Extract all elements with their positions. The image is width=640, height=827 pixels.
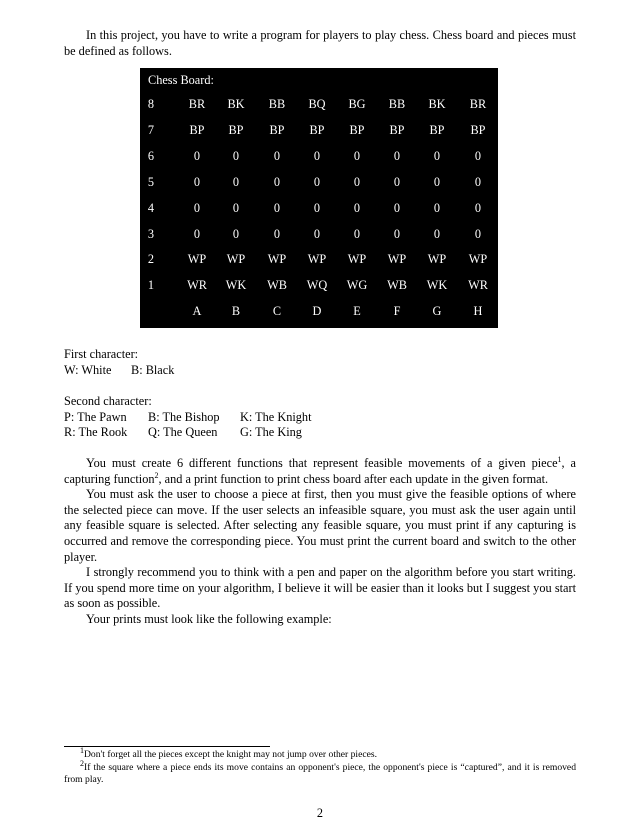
board-square: WP xyxy=(307,252,327,267)
board-square: WP xyxy=(267,252,287,267)
board-title: Chess Board: xyxy=(148,73,214,87)
footnote-rule xyxy=(64,746,270,747)
board-square: 0 xyxy=(232,174,240,189)
board-square: 0 xyxy=(393,200,401,215)
legend-white: W: White xyxy=(64,362,112,377)
intro-paragraph: In this project, you have to write a program for players to play chess. Chess board and pieces must be defined as follows. xyxy=(64,28,576,58)
board-square: 0 xyxy=(193,174,201,189)
board-square: 0 xyxy=(232,226,240,241)
board-square: BK xyxy=(227,97,245,111)
board-square: 0 xyxy=(433,226,441,241)
board-square: 0 xyxy=(313,200,321,215)
board-square: BP xyxy=(389,122,405,137)
board-square: 0 xyxy=(232,200,240,215)
board-square: 0 xyxy=(313,174,321,189)
rank-label: 7 xyxy=(147,122,155,137)
board-square: BB xyxy=(388,97,406,111)
board-square: 0 xyxy=(433,200,441,215)
board-square: 0 xyxy=(353,200,361,215)
board-square: WP xyxy=(187,252,207,267)
rank-label: 1 xyxy=(147,278,155,293)
body-text xyxy=(64,456,576,628)
rank-label: 2 xyxy=(147,252,155,267)
legend-queen: Q: The Queen xyxy=(148,425,218,440)
board-square: 0 xyxy=(393,148,401,163)
board-square: WP xyxy=(226,252,246,267)
board-square: 0 xyxy=(193,200,201,215)
board-square: BR xyxy=(188,97,206,111)
board-square: 0 xyxy=(393,226,401,241)
file-label: H xyxy=(473,304,483,319)
rank-label: 6 xyxy=(147,148,155,163)
paragraph-functions: You must create 6 different functions that represent feasible movements of a given piece$^1$, a capturing function$^2$, and a print function to print chess board after each update in the given format. xyxy=(64,454,576,486)
legend-black: B: Black xyxy=(131,362,175,377)
board-square: WB xyxy=(267,278,287,293)
board-square: 0 xyxy=(474,200,482,215)
file-label: G xyxy=(432,304,442,319)
board-square: WR xyxy=(187,278,207,293)
board-square: 0 xyxy=(353,174,361,189)
board-square: BP xyxy=(349,122,365,137)
board-square: 0 xyxy=(313,148,321,163)
second-character-heading: Second character: xyxy=(64,394,152,408)
footnote-ref-2: 2 xyxy=(154,470,159,480)
footnote-1: $^1$Don't forget all the pieces except the knight may not jump over other pieces. xyxy=(80,745,378,760)
footnote-ref-1: 1 xyxy=(557,454,562,464)
board-square: BP xyxy=(189,122,205,137)
board-square: 0 xyxy=(433,174,441,189)
board-square: WB xyxy=(387,278,407,293)
legend-bishop: B: The Bishop xyxy=(148,409,220,424)
board-square: 0 xyxy=(193,226,201,241)
first-character-heading: First character: xyxy=(64,347,139,361)
legend-king: G: The King xyxy=(240,425,302,440)
board-square: 0 xyxy=(474,148,482,163)
board-square: 0 xyxy=(193,148,201,163)
board-square: WP xyxy=(427,252,447,267)
board-square: BQ xyxy=(308,97,326,111)
board-square: BP xyxy=(269,122,285,137)
board-square: BG xyxy=(348,97,366,111)
board-square: WQ xyxy=(306,278,328,293)
board-square: BP xyxy=(309,122,325,137)
file-label: B xyxy=(231,304,241,319)
file-label: D xyxy=(312,304,322,319)
board-square: 0 xyxy=(273,226,281,241)
board-square: WG xyxy=(346,278,368,293)
board-square: 0 xyxy=(433,148,441,163)
file-label: F xyxy=(393,304,401,319)
paragraph-recommendation: I strongly recommend you to think with a pen and paper on the algorithm before you start writing. If you spend more time on your algorithm, I believe it will be easier than it looks but I suggest you start as soon as possible. xyxy=(64,565,576,611)
rank-label: 8 xyxy=(147,97,155,111)
board-square: BP xyxy=(470,122,486,137)
legend-pawn: P: The Pawn xyxy=(64,409,127,424)
file-label: C xyxy=(272,304,282,319)
board-square: WR xyxy=(468,278,488,293)
first-character-legend xyxy=(64,347,174,378)
board-square: BR xyxy=(469,97,487,111)
paragraph-user-input: You must ask the user to choose a piece at first, then you must give the feasible options of where the selected piece can move. If the user selects an infeasible square, you must ask the user again until any feasible square is selected. After selecting any feasible square, you must print if any capturing is occurred and remove the corresponding piece. You must print the current board and switch to the other player. xyxy=(64,487,576,564)
legend-knight: K: The Knight xyxy=(240,409,312,424)
file-label: E xyxy=(353,304,361,319)
board-square: 0 xyxy=(232,148,240,163)
footnote-2: $^2$If the square where a piece ends its move contains an opponent's piece, the opponent's piece is “captured”, and it is removed from play. xyxy=(64,758,576,786)
board-square: 0 xyxy=(273,200,281,215)
board-square: BP xyxy=(429,122,445,137)
board-square: 0 xyxy=(313,226,321,241)
board-square: WP xyxy=(387,252,407,267)
board-square: 0 xyxy=(474,174,482,189)
page-number: 2 xyxy=(316,806,324,820)
rank-label: 4 xyxy=(147,200,155,215)
board-square: BP xyxy=(228,122,244,137)
board-square: BB xyxy=(268,97,286,111)
board-square: 0 xyxy=(474,226,482,241)
chess-board xyxy=(140,68,498,328)
paragraph-example: Your prints must look like the following example: xyxy=(86,611,332,626)
board-square: 0 xyxy=(273,148,281,163)
board-square: BK xyxy=(428,97,446,111)
footnotes xyxy=(64,745,576,787)
board-square: WK xyxy=(225,278,247,293)
legend-rook: R: The Rook xyxy=(64,425,128,440)
board-square: 0 xyxy=(353,226,361,241)
file-label: A xyxy=(192,304,202,319)
rank-label: 5 xyxy=(147,174,155,189)
board-square: 0 xyxy=(353,148,361,163)
second-character-legend xyxy=(64,394,312,441)
board-square: WP xyxy=(347,252,367,267)
board-square: 0 xyxy=(393,174,401,189)
board-square: WP xyxy=(468,252,488,267)
rank-label: 3 xyxy=(147,226,155,241)
board-square: 0 xyxy=(273,174,281,189)
board-square: WK xyxy=(426,278,448,293)
